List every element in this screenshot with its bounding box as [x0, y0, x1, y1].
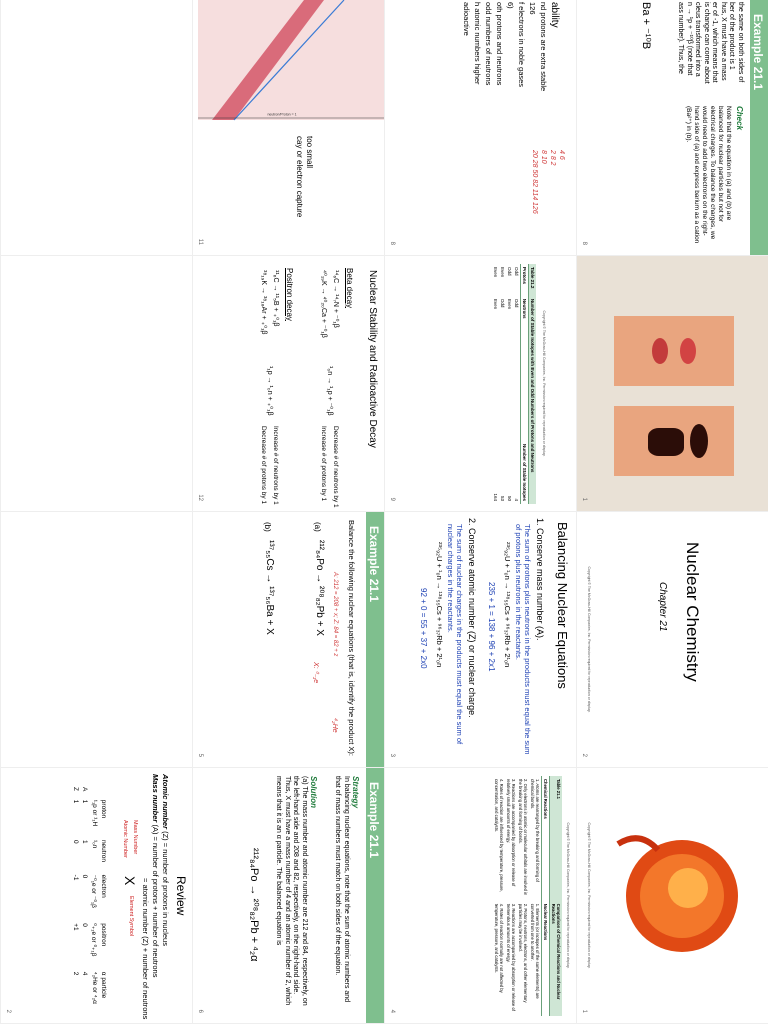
- example-bar: [366, 768, 384, 1023]
- rule-1: 1. Conserve mass number (A).: [535, 518, 545, 641]
- example-title: Example 21.1: [367, 526, 381, 603]
- positron-decay-label: Positron decay: [285, 268, 294, 321]
- stability-text: ability nd protons are extra stable 126 f electrons in noble gases 6) oth protons and neutrons odd numbers of neutrons h atomic numbers higher adioactive: [462, 2, 560, 92]
- table-row: A 1 1 0 0 4: [81, 787, 88, 976]
- copyright: Copyright © The McGraw-Hill Companies, Inc. Permission required for reproduction or display.: [587, 822, 591, 969]
- table-row: Z 1 0 -1 +1 2: [72, 787, 79, 976]
- slide-title: [576, 512, 768, 768]
- particle-table: [71, 784, 108, 1016]
- slide-title: Review: [174, 876, 188, 916]
- handwritten-answer-a: ⁴₂He: [331, 718, 338, 733]
- slide-table-21-1: [384, 768, 576, 1024]
- rule-2: 2. Conserve atomic number (Z) or nuclear charge.: [467, 518, 477, 718]
- beta-equation-1: ¹⁴₆C → ¹⁴₇N + ⁻⁰₁β: [332, 270, 339, 328]
- beta-equation-2: ⁴⁰₁₉K → ⁴⁰₂₀Ca + ⁻⁰₁β: [320, 270, 327, 338]
- page-number: 2: [581, 753, 587, 757]
- example-title: Example 21.1: [367, 782, 381, 859]
- slide-title: Balancing Nuclear Equations: [555, 522, 570, 689]
- copyright: Copyright © The McGraw-Hill Companies, Inc. Permission required for reproduction or display.: [587, 566, 591, 713]
- reaction-comparison-table: Table 21.1 Comparison of Chemical Reactions and Nuclear Reactions Chemical Reactions Nuclear Reactions 1. Atoms are rearranged by the breaking and forming of chemical bonds. 1. Elements (or isotopes of the same elements) are converted from one to another. 2. Only electrons in atomic or molecular orbitals are involved in the breaking and forming of bonds. 2. Protons, neutrons, electrons, and other elementary particles may be involved. 3. Reactions are accompanied by absorption or release of relatively small amounts of energy. 3. Reactions are accompanied by absorption or release of tremendous amounts of energy. 4. Rates of reaction are influenced by temperature, pressure, concentration, and catalysts. 4. Rates of reaction normally are not affected by temperature, pressure, and catalysts.: [493, 776, 562, 1016]
- beta-note-1: Decrease # of neutrons by 1: [332, 426, 339, 508]
- strategy-text: In balancing nuclear equations, note that the sum of atomic numbers and that of mass numbers must match on both sides of the equation.: [334, 776, 350, 1003]
- handwritten-notes: 4 6 2 8 2 8 10 20 28 50 82 114 126: [531, 150, 565, 214]
- solution-text: (a) The mass number and atomic number are 212 and 84, respectively, on the left-hand side and 208 and 82, respectively, on the right-hand side. Thus, X must have a mass number of 4 and an atomic number of 2, which means that it is an α particle. The balanced equation is: [275, 776, 308, 1006]
- page-number: 3: [389, 753, 395, 757]
- table-row: Even Even 164: [493, 267, 498, 501]
- copyright: Copyright © The McGraw-Hill Companies, Inc. Permission required for reproduction or display.: [566, 822, 570, 969]
- charge-sum: 92 + 0 = 55 + 37 + 2x0: [419, 588, 428, 669]
- element-symbol: X: [122, 876, 138, 886]
- mass-number-label: Mass Number: [132, 820, 138, 855]
- beta-decay-label: Beta decay: [345, 268, 354, 309]
- positron-equation-1: ¹¹₆C → ¹¹₅B + ₊⁰₁β: [272, 270, 279, 327]
- handwritten-work: A: 212 = 208 + x; Z: 84 = 82 + z: [332, 572, 338, 657]
- handwritten-answer-b: X: ⁰₋₁e: [312, 662, 319, 684]
- graph-side-text: too small cay or electron capture: [295, 136, 314, 218]
- equation-1: ²³⁵₉₂U + ¹₀n → ¹³⁸₅₅Cs + ⁹⁶₃₇Rb + 2¹₀n: [503, 542, 512, 668]
- table-row: Odd Even 50: [507, 267, 512, 501]
- stable-isotope-table: Table 21.2 Number of Stable Isotopes with Even and Odd Numbers of Protons and Neutrons Protons Neutrons Number of Stable Isotopes Odd Odd 4 Odd Even 50 Even Odd 53 Even Even 164: [492, 264, 536, 504]
- page-number: 2: [5, 1009, 11, 1013]
- slide-stability-graph: [192, 0, 384, 256]
- slide-example-problem: [192, 512, 384, 768]
- strategy-label: Strategy: [351, 776, 360, 809]
- page-number: 11: [197, 238, 203, 245]
- positron-equation-2: ³⁸₁₉K → ³⁸₁₈Ar + ₊⁰₁β: [260, 270, 267, 335]
- axis-label: neutron/Proton = 1: [267, 112, 297, 117]
- partial-solution-text: the same on both sides of ber of the product is 1 hus, X must have a mass er of -1, which means that is change can come about cleus transformed into a n → ¹p + ⁻¹⁰β (note that ass number). Thus, the: [677, 2, 744, 84]
- slide-blank-2: [0, 512, 192, 768]
- slide-balancing: [384, 512, 576, 768]
- slide-review: [0, 768, 192, 1024]
- page-number: 6: [197, 1009, 203, 1013]
- table-row: 3. Reactions are accompanied by absorption or release of relatively small amounts of energy. 3. Reactions are accompanied by absorption or release of tremendous amounts of energy.: [506, 779, 516, 1012]
- atomic-number-label: Atomic Number: [122, 820, 128, 858]
- part-b-equation: ¹³⁷₅₅Cs → ¹³⁷₅₆Ba + X: [264, 540, 275, 635]
- part-a-label: (a): [313, 522, 322, 532]
- rule-2-detail: The sum of nuclear charges in the products must equal the sum of nuclear charges in the reactants.: [446, 524, 464, 745]
- slide-sun: [576, 768, 768, 1024]
- positron-note-2: Decrease # of protons by 1: [260, 426, 267, 505]
- example-bar: [750, 0, 768, 255]
- page-number: 9: [389, 497, 395, 501]
- beta-note-2: Increase # of protons by 1: [320, 426, 327, 502]
- example-title: Example 21.1: [751, 14, 765, 91]
- rule-1-detail: The sum of protons plus neutrons in the products must equal the sum of protons plus neutrons in the reactants.: [514, 524, 532, 755]
- page-number: 12: [197, 494, 203, 501]
- part-a-equation: ²¹²₈₄Po → ²⁰⁸₈₂Pb + X: [314, 540, 325, 636]
- solution-label: Solution: [309, 776, 318, 808]
- page-number: 5: [197, 753, 203, 757]
- part-b-label: (b): [263, 522, 272, 532]
- balanced-equation: ²¹²₈₄Po → ²⁰⁸₈₂Pb + ⁴₂α: [248, 848, 260, 962]
- mass-number-equation: = atomic number (Z) + number of neutrons: [141, 878, 150, 1020]
- table-row: 4. Rates of reaction are influenced by temperature, pressure, concentration, and catalysts. 4. Rates of reaction normally are not affected by temperature, pressure, and catalysts.: [494, 779, 504, 993]
- beta-equation-3: ¹₀n → ¹₁p + ⁻⁰₁β: [326, 366, 333, 416]
- title: Nuclear Chemistry: [683, 542, 702, 682]
- slide-example-check: [576, 0, 768, 256]
- example-bar: [366, 512, 384, 767]
- partial-equation: Ba + ⁻¹⁰B: [640, 2, 652, 50]
- check-text: Note that the equation in (a) and (b) are balanced for nuclear particles but not for electrical charges. To balance the charges, we would need to add two electrons on the right-hand side of (a) and express barium as a cation (Ba²⁺) in (b).: [685, 106, 732, 244]
- photo-left: [614, 316, 734, 386]
- table-row: 1. Atoms are rearranged by the breaking and forming of chemical bonds. 1. Elements (or isotopes of the same elements) are converted from one to another.: [530, 779, 540, 999]
- element-symbol-label: Element Symbol: [128, 896, 134, 937]
- equation-2: ²³⁵₉₂U + ¹₀n → ¹³⁸₅₅Cs + ⁹⁶₃₇Rb + 2¹₀n: [435, 542, 444, 668]
- atomic-number-definition: Atomic number (Z) = number of protons in nucleus: [161, 774, 170, 946]
- subtitle: Chapter 21: [657, 582, 668, 632]
- slide-table-21-2: [384, 256, 576, 512]
- mass-sum: 235 + 1 = 138 + 96 + 2x1: [487, 582, 496, 672]
- page-number: 4: [389, 1009, 395, 1013]
- check-label: Check: [735, 106, 744, 131]
- table-row: 2. Only electrons in atomic or molecular orbitals are involved in the breaking and forming of bonds. 2. Protons, neutrons, electrons, and other elementary particles may be involved.: [518, 779, 528, 1003]
- slide-title: Nuclear Stability and Radioactive Decay: [367, 270, 378, 448]
- table-row: Even Odd 53: [500, 267, 505, 501]
- belt-of-stability-graph: [192, 0, 384, 130]
- page-number: 1: [581, 497, 587, 501]
- slide-blank-1: [0, 256, 192, 512]
- slide-stability: [384, 0, 576, 256]
- table-row: Odd Odd 4: [514, 267, 519, 501]
- sun-image: [576, 768, 768, 1024]
- page-number: 1: [581, 1009, 587, 1013]
- photo-right: [614, 406, 734, 476]
- slide-decay: [192, 256, 384, 512]
- slide-photos: [576, 256, 768, 512]
- page-number: 8: [389, 241, 395, 245]
- table-row: ¹₁p or ¹₁H ¹₀n ⁻⁰₁e or ⁻⁰₁β ⁰₊₁e or ⁰₊₁β ⁴₂He or ⁴₂α: [90, 799, 98, 1004]
- table-header: proton neutron electron positron α particle: [100, 799, 107, 999]
- slide-example-solution: [192, 768, 384, 1024]
- positron-equation-3: ¹₁p → ¹₀n + ₊⁰₁β: [266, 366, 273, 416]
- positron-note-1: Increase # of neutrons by 1: [272, 426, 279, 505]
- mass-number-definition: Mass number (A) = number of protons + number of neutrons: [151, 774, 160, 978]
- slide-review-container: [0, 0, 192, 256]
- copyright: Copyright © The McGraw-Hill Companies, Inc. Permission required for reproduction or display.: [542, 310, 546, 457]
- page-number: 8: [581, 241, 587, 245]
- problem-intro: Balance the following nuclear equations (that is, identify the product X):: [347, 520, 356, 756]
